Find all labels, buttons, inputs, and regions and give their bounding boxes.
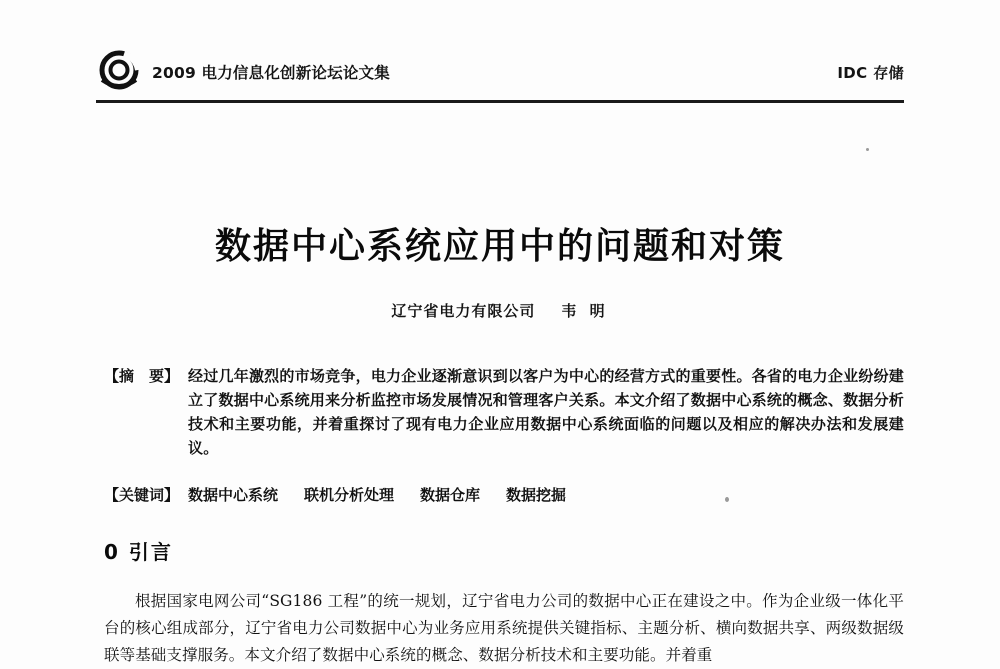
keyword-item: 数据中心系统 (188, 486, 279, 504)
body-paragraph: 根据国家电网公司“SG186 工程”的统一规划，辽宁省电力公司的数据中心正在建设之中。作为企业级一体化平台的核心组成部分，辽宁省电力公司数据中心为业务应用系统提供关键指标、主题分析、横向数据共享、两级数据级联等基础支撑服务。本文介绍了数据中心系统的概念、数据分析技术和主要功能。并着重 (104, 592, 904, 664)
scan-artifact (725, 497, 729, 502)
scan-artifact (866, 148, 869, 151)
page-title: 数据中心系统应用中的问题和对策 (214, 226, 785, 267)
header-divider (96, 100, 904, 103)
section-heading-introduction: 0 引言 (104, 540, 173, 564)
header-left-group (96, 50, 390, 94)
header-title: 2009 电力信息化创新论坛论文集 (152, 64, 390, 82)
keyword-item: 联机分析处理 (304, 486, 395, 504)
abstract-label: 【摘 要】 (104, 367, 180, 385)
author-line (0, 300, 1000, 321)
affiliation: 辽宁省电力有限公司 (391, 302, 536, 320)
keyword-item: 数据仓库 (420, 486, 481, 504)
circular-swirl-logo-icon (96, 50, 142, 94)
keyword-item: 数据挖掘 (506, 486, 567, 504)
keywords-block (104, 484, 904, 505)
body-paragraph-container (104, 588, 904, 669)
keywords-label: 【关键词】 (104, 486, 180, 504)
author-name: 韦 明 (561, 302, 609, 320)
abstract-block (104, 364, 904, 460)
header-section-label: IDC 存储 (837, 63, 904, 82)
page-header (96, 52, 904, 98)
keywords-list (188, 484, 592, 505)
abstract-text: 经过几年激烈的市场竞争，电力企业逐渐意识到以客户为中心的经营方式的重要性。各省的电力企业纷纷建立了数据中心系统用来分析监控市场发展情况和管理客户关系。本文介绍了数据中心系统的概念、数据分析技术和主要功能，并着重探讨了现有电力企业应用数据中心系统面临的问题以及相应的解决办法和发展建议。 (188, 367, 904, 457)
